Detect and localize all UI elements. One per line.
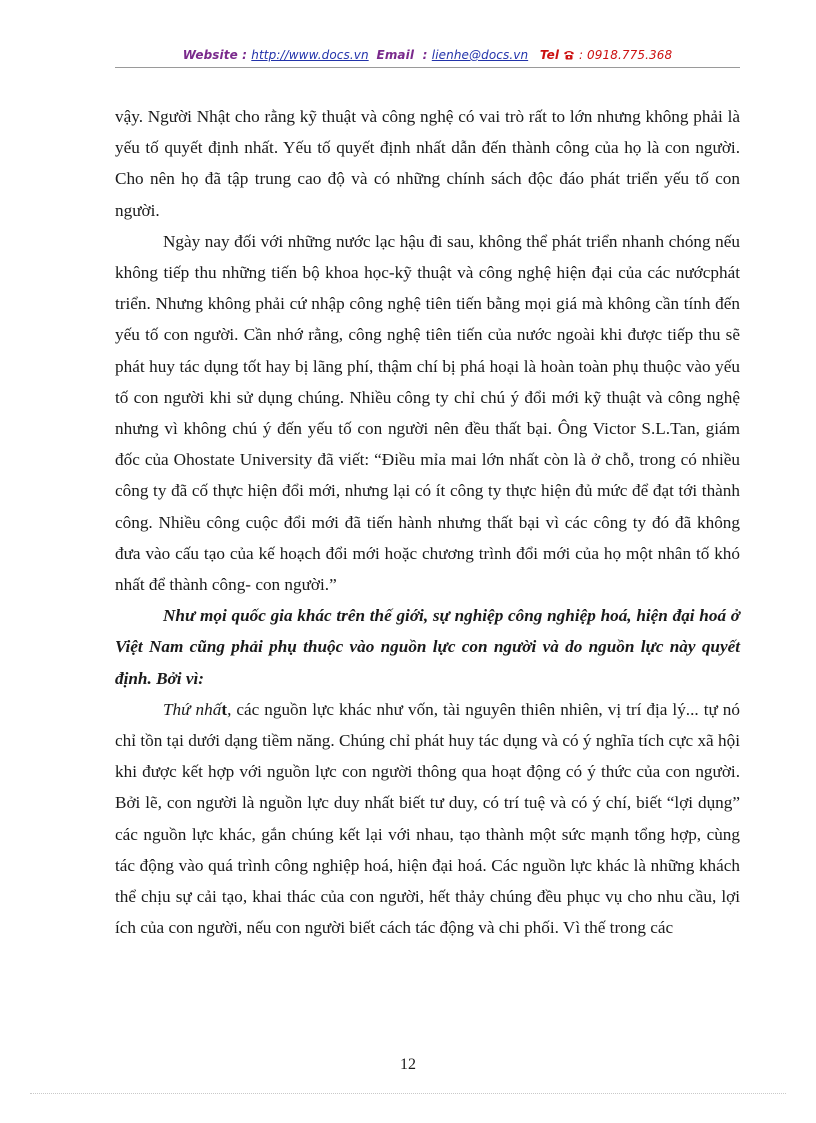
paragraph-3-heading: Như mọi quốc gia khác trên thế giới, sự nghiệp công nghiệp hoá, hiện đại hoá ở Việt Nam cũng phải phụ thuộc vào nguồn lực con người và do nguồn lực này quyết định. Bởi vì: — [115, 606, 740, 688]
paragraph-2: Ngày nay đối với những nước lạc hậu đi sau, không thể phát triển nhanh chóng nếu không tiếp thu những tiến bộ khoa học-kỹ thuật và công nghệ hiện đại của các nướcphát triển. Nhưng không phải cứ nhập công nghệ tiên tiến bằng mọi giá mà không cần tính đến yếu tố con người. Cần nhớ rằng, công nghệ tiên tiến của nước ngoài khi được tiếp thu sẽ phát huy tác dụng tốt hay bị lãng phí, thậm chí bị phá hoại là hoàn toàn phụ thuộc vào yếu tố con người khi sử dụng chúng. Nhiều công ty chỉ chú ý đổi mới kỹ thuật và công nghệ nhưng vì không chú ý đến yếu tố con người nên đều thất bại. Ông Victor S.L.Tan, giám đốc của Ohostate University đã viết: “Điều mỉa mai lớn nhất còn là ở chỗ, trong có nhiều công ty đã cố thực hiện đổi mới, nhưng lại có ít công ty thực hiện đủ mức để đạt tới thành công. Nhiều công cuộc đổi mới đã tiến hành nhưng thất bại vì các công ty đó đã không đưa vào cấu tạo của kế hoạch đổi mới hoặc chương trình đổi mới của họ một nhân tố khó nhất để thành công- con người.” — [115, 231, 740, 595]
page-header: Website : http://www.docs.vn Email : lienhe@docs.vn Tel : 0918.775.368 — [182, 48, 673, 62]
paragraph-4-lead-bold: t — [221, 699, 228, 719]
tel-label: Tel — [539, 48, 560, 62]
website-label: Website — [182, 48, 238, 62]
phone-icon — [563, 49, 575, 63]
paragraph-1: vậy. Người Nhật cho rằng kỹ thuật và công nghệ có vai trò rất to lớn nhưng không phải là yếu tố quyết định nhất. Yếu tố quyết định nhất dẫn đến thành công của họ là con người. Cho nên họ đã tập trung cao độ và có những chính sách độc đáo phát triển yếu tố con người. — [115, 107, 740, 220]
email-link[interactable]: lienhe@docs.vn — [431, 48, 529, 62]
page-number: 12 — [400, 1056, 416, 1073]
footer-divider — [30, 1093, 786, 1094]
paragraph-4-text: , các nguồn lực khác như vốn, tài nguyên thiên nhiên, vị trí địa lý... tự nó chỉ tồn tại dưới dạng tiềm năng. Chúng chỉ phát huy tác dụng và có ý nghĩa tích cực xã hội khi được kết hợp với nguồn lực con người thông qua hoạt động có ý thức của con người. Bởi lẽ, con người là nguồn lực duy nhất biết tư duy, có trí tuệ và có ý chí, biết “lợi dụng” các nguồn lực khác, gắn chúng kết lại với nhau, tạo thành một sức mạnh tổng hợp, cùng tác động vào quá trình công nghiệp hoá, hiện đại hoá. Các nguồn lực khác là những khách thể chịu sự cải tạo, khai thác của con người, hết thảy chúng đều phục vụ cho nhu cầu, lợi ích của con người, nếu con người biết cách tác động và chi phối. Vì thế trong các — [115, 699, 740, 938]
email-label: Email — [376, 48, 415, 62]
document-body — [115, 101, 740, 943]
header-divider — [115, 67, 740, 68]
website-link[interactable]: http://www.docs.vn — [251, 48, 369, 62]
tel-value: 0918.775.368 — [587, 48, 673, 62]
paragraph-4 — [115, 694, 740, 944]
paragraph-4-lead: Thứ nhấ — [163, 699, 222, 719]
